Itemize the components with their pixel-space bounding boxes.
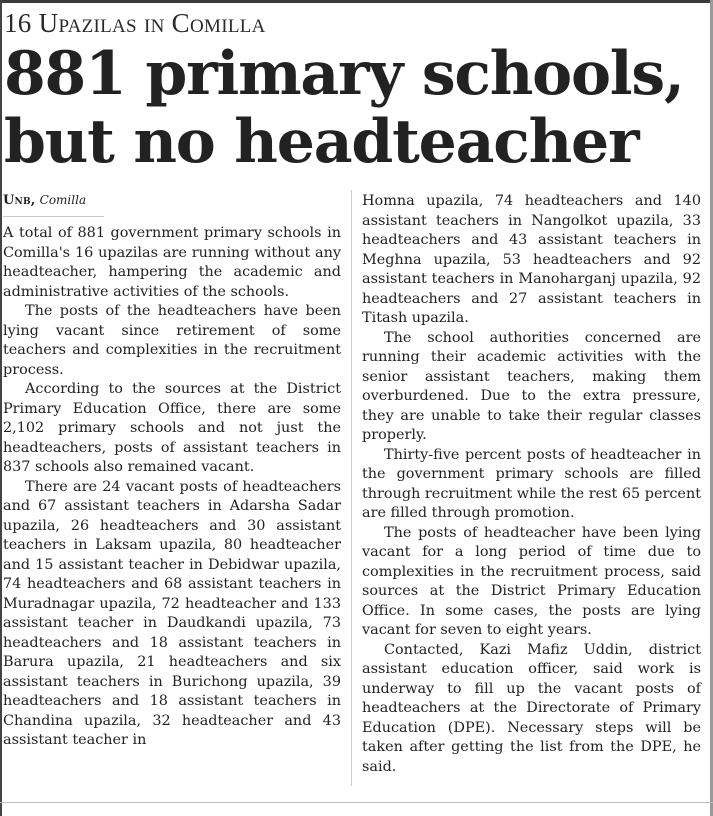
paragraph-1: A total of 881 government primary schools in Comilla's 16 upazilas are running without any headteacher, hampering the academic and administrative activities of the schools. (3, 225, 341, 300)
article-column-right (362, 192, 701, 777)
headline (4, 40, 704, 176)
paragraph-7: The posts of headteacher have been lying vacant for a long period of time due to complexities in the recruitment process, said sources at the District Primary Education Office. In some cases, the posts are lying vacant for seven to eight years. (362, 524, 701, 638)
paragraph-4-continued: Homna upazila, 74 headteachers and 140 assistant teachers in Nangolkot upazila, 33 headteachers and 43 assistant teachers in Meghna upazila, 53 headteachers and 92 assistant teachers in Manoharganj upazila, 92 headteachers and 27 assistant teachers in Titash upazila. (362, 193, 701, 326)
kicker-label: 16 Upazilas in Comilla (4, 8, 266, 38)
paragraph-2: The posts of the headteachers have been lying vacant since retirement of some teachers and complexities in the recruitment process. (3, 303, 341, 378)
headline-line-1: 881 primary schools, (4, 39, 684, 109)
byline-place: Comilla (39, 193, 87, 207)
left-border (0, 0, 2, 816)
paragraph-5: The school authorities concerned are running their academic activities with the senior assistant teachers, making them overburdened. Due to the extra pressure, they are unable to take their regular classes properly. (362, 329, 701, 443)
paragraph-6: Thirty-five percent posts of headteacher in the government primary schools are filled through recruitment while the rest 65 percent are filled through promotion. (362, 446, 701, 521)
headline-line-2: but no headteacher (4, 107, 639, 177)
column-divider (351, 190, 352, 786)
top-border (0, 0, 713, 3)
paragraph-8: Contacted, Kazi Mafiz Uddin, district assistant education officer, said work is underway to fill up the vacant posts of headteachers at the Directorate of Primary Education (DPE). Necessary steps will be taken after getting the list from the DPE, he said. (362, 641, 701, 775)
bottom-rule (0, 802, 713, 803)
byline (3, 190, 104, 217)
byline-agency: Unb, (3, 193, 36, 208)
paragraph-3: According to the sources at the District Primary Education Office, there are some 2,102 primary schools and not just the headteachers, posts of assistant teachers in 837 schools also remained vacant. (3, 381, 341, 475)
article-column-left (3, 190, 341, 751)
paragraph-4: There are 24 vacant posts of headteachers and 67 assistant teachers in Adarsha Sadar upazila, 26 headteachers and 30 assistant teachers in Laksam upazila, 80 headteacher and 15 assistant teacher in Debidwar upazila, 74 headteachers and 68 assistant teachers in Muradnagar upazila, 72 headteacher and 133 assistant teacher in Daudkandi upazila, 73 headteachers and 18 assistant teachers in Barura upazila, 21 headteachers and six assistant teachers in Burichong upazila, 39 headteachers and 18 assistant teachers in Chandina upazila, 32 headteacher and 43 assistant teacher in (3, 478, 341, 748)
